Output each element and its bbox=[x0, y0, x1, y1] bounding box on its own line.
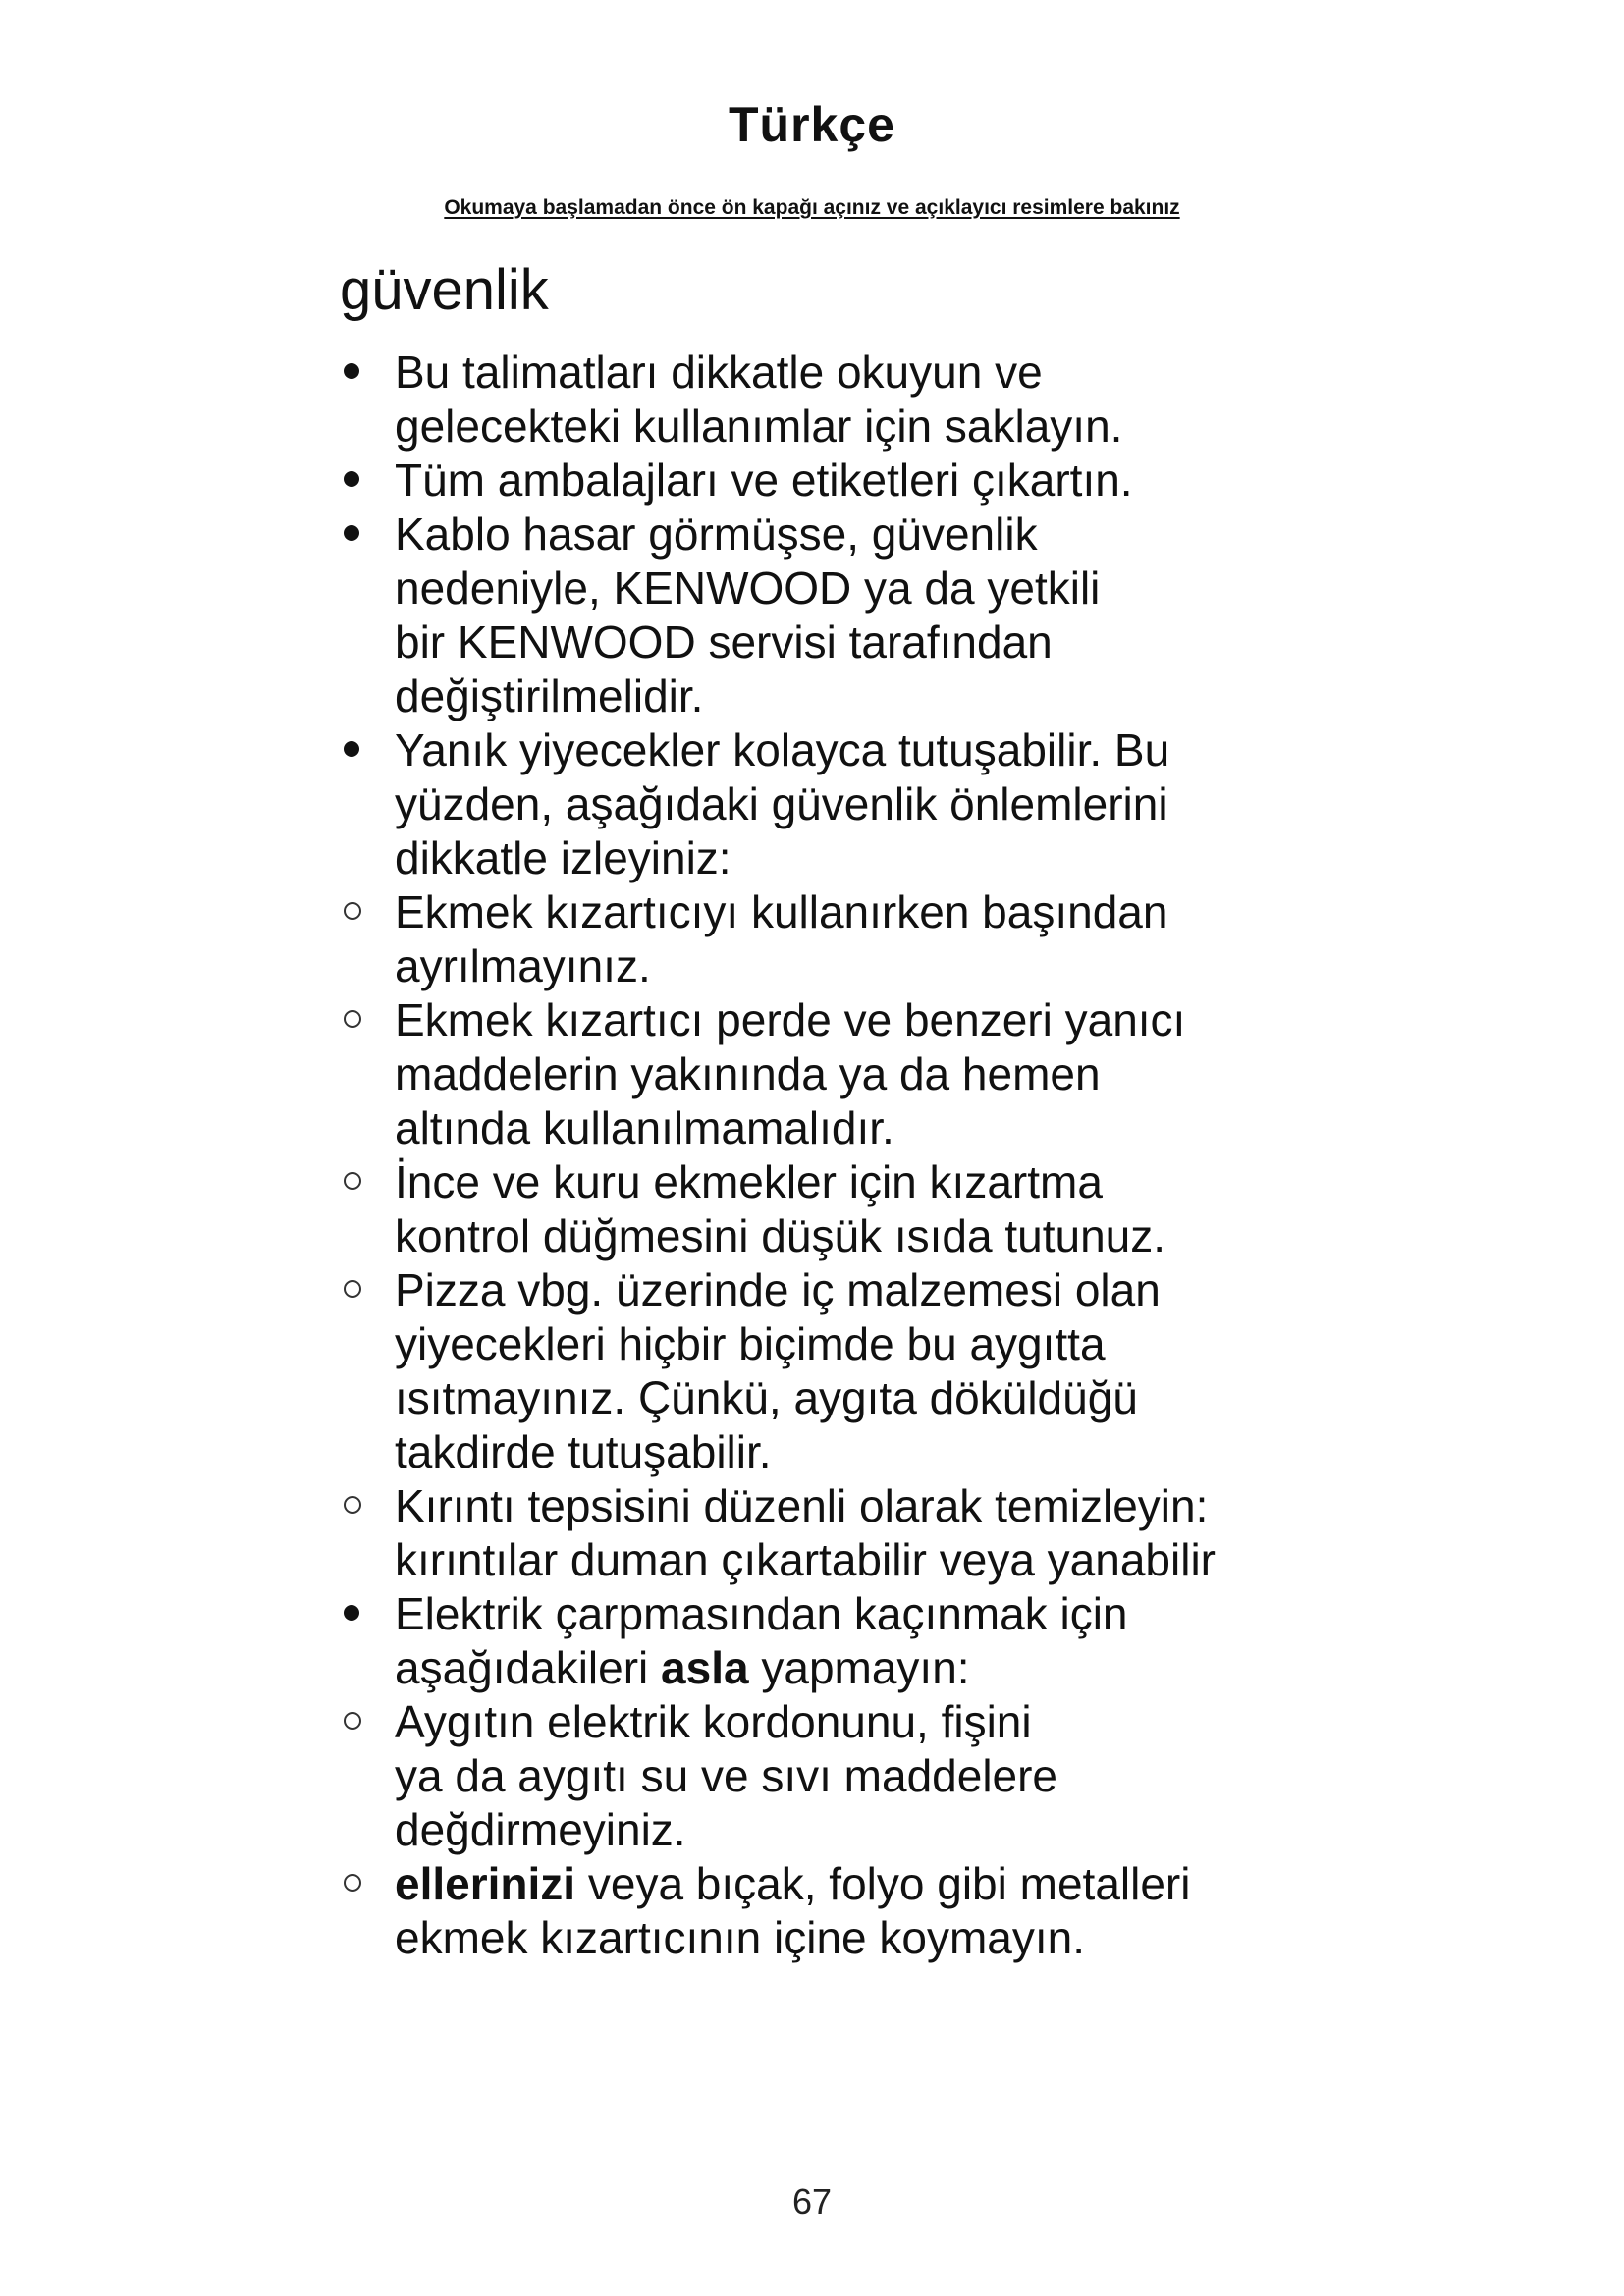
item-line: ya da aygıtı su ve sıvı maddelere bbox=[395, 1750, 1058, 1801]
bullet-item bbox=[340, 346, 1322, 454]
item-line: dikkatle izleyiniz: bbox=[395, 832, 731, 883]
sub-item bbox=[340, 1479, 1322, 1587]
item-line: Elektrik çarpmasından kaçınmak için bbox=[395, 1588, 1128, 1639]
item-line: Aygıtın elektrik kordonunu, fişini bbox=[395, 1696, 1032, 1747]
language-title: Türkçe bbox=[729, 97, 895, 152]
sub-item bbox=[340, 885, 1322, 993]
item-line: ısıtmayınız. Çünkü, aygıta döküldüğü bbox=[395, 1372, 1138, 1423]
item-line: kontrol düğmesini düşük ısıda tutunuz. bbox=[395, 1210, 1166, 1261]
safety-list bbox=[340, 346, 1322, 1965]
item-line: maddelerin yakınında ya da hemen bbox=[395, 1048, 1101, 1099]
item-line: Yanık yiyecekler kolayca tutuşabilir. Bu bbox=[395, 724, 1170, 775]
bullet-item bbox=[340, 507, 1322, 723]
line-text: veya bıçak, folyo gibi metalleri bbox=[575, 1858, 1191, 1909]
open-circle-bullet-icon bbox=[344, 1010, 361, 1028]
front-cover-instruction: Okumaya başlamadan önce ön kapağı açınız ve açıklayıcı resimlere bakınız bbox=[444, 196, 1180, 219]
item-line: Tüm ambalajları ve etiketleri çıkartın. bbox=[395, 454, 1133, 506]
item-line: değiştirilmelidir. bbox=[395, 670, 704, 721]
item-line: Bu talimatları dikkatle okuyun ve bbox=[395, 347, 1043, 398]
item-line: Kırıntı tepsisini düzenli olarak temizleyin: bbox=[395, 1480, 1209, 1531]
filled-bullet-icon bbox=[344, 525, 359, 541]
open-circle-bullet-icon bbox=[344, 1874, 361, 1892]
item-line: Ekmek kızartıcı perde ve benzeri yanıcı bbox=[395, 994, 1186, 1045]
item-line: Kablo hasar görmüşse, güvenlik bbox=[395, 508, 1038, 560]
item-line: ekmek kızartıcının içine koymayın. bbox=[395, 1912, 1086, 1963]
filled-bullet-icon bbox=[344, 741, 359, 757]
item-line: Pizza vbg. üzerinde iç malzemesi olan bbox=[395, 1264, 1161, 1315]
item-line: kırıntılar duman çıkartabilir veya yanabilir bbox=[395, 1534, 1216, 1585]
line-text: yapmayın: bbox=[748, 1642, 970, 1693]
item-line: gelecekteki kullanımlar için saklayın. bbox=[395, 400, 1123, 452]
sub-item bbox=[340, 1857, 1322, 1965]
emphasis-text: ellerinizi bbox=[395, 1858, 576, 1909]
item-line: takdirde tutuşabilir. bbox=[395, 1426, 772, 1477]
item-line: yüzden, aşağıdaki güvenlik önlemlerini bbox=[395, 778, 1168, 829]
bullet-item bbox=[340, 723, 1322, 885]
item-line: bir KENWOOD servisi tarafından bbox=[395, 616, 1053, 667]
sub-item bbox=[340, 1263, 1322, 1479]
filled-bullet-icon bbox=[344, 471, 359, 487]
item-line: Ekmek kızartıcıyı kullanırken başından bbox=[395, 886, 1168, 937]
bullet-item bbox=[340, 454, 1322, 507]
item-line: değdirmeyiniz. bbox=[395, 1804, 686, 1855]
section-heading-safety: güvenlik bbox=[340, 258, 549, 322]
sub-item bbox=[340, 1695, 1322, 1857]
emphasis-text: asla bbox=[661, 1642, 749, 1693]
item-line bbox=[395, 1641, 1322, 1695]
item-line: altında kullanılmamalıdır. bbox=[395, 1102, 894, 1153]
item-line: nedeniyle, KENWOOD ya da yetkili bbox=[395, 562, 1101, 614]
sub-item bbox=[340, 993, 1322, 1155]
open-circle-bullet-icon bbox=[344, 1280, 361, 1298]
filled-bullet-icon bbox=[344, 1605, 359, 1621]
open-circle-bullet-icon bbox=[344, 902, 361, 920]
item-line: yiyecekleri hiçbir biçimde bu aygıtta bbox=[395, 1318, 1106, 1369]
item-line: İnce ve kuru ekmekler için kızartma bbox=[395, 1156, 1103, 1207]
sub-item bbox=[340, 1155, 1322, 1263]
item-line bbox=[395, 1857, 1322, 1911]
filled-bullet-icon bbox=[344, 363, 359, 379]
bullet-item bbox=[340, 1587, 1322, 1695]
page-number: 67 bbox=[791, 2181, 833, 2221]
open-circle-bullet-icon bbox=[344, 1496, 361, 1514]
open-circle-bullet-icon bbox=[344, 1712, 361, 1730]
line-text: aşağıdakileri bbox=[395, 1642, 662, 1693]
item-line: ayrılmayınız. bbox=[395, 940, 651, 991]
open-circle-bullet-icon bbox=[344, 1172, 361, 1190]
